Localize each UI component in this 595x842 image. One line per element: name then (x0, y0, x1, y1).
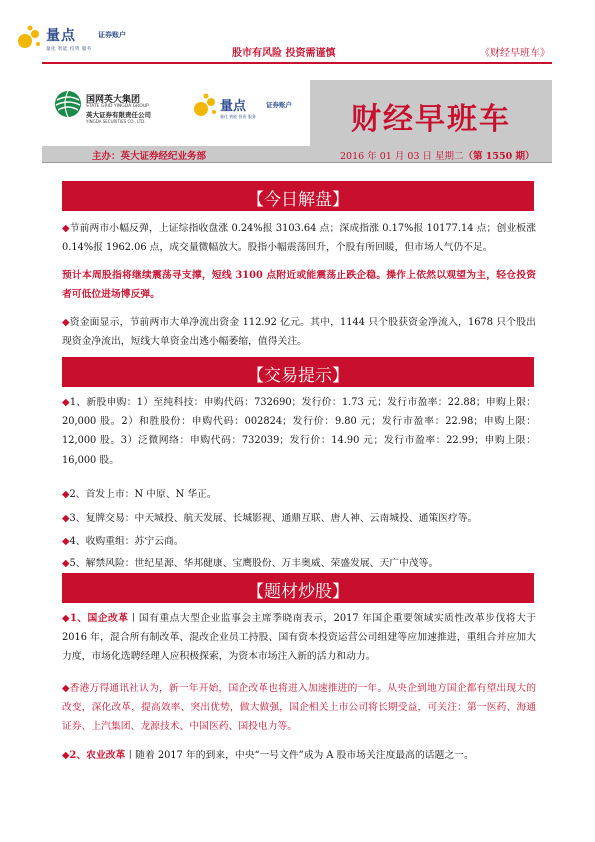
diamond-bullet-icon: ◆ (62, 489, 70, 500)
section-title: 【今日解盘】 (247, 190, 349, 210)
paragraph-text: 随着 2017 年的到来，中央“一号文件”成为 A 股市场关注度最高的话题之一。 (135, 750, 474, 761)
diamond-bullet-icon: ◆ (62, 513, 70, 524)
liangdian-logo-icon (16, 24, 42, 50)
theme-tag: 1、国企改革 (70, 613, 129, 624)
paragraph-text: 节前两市小幅反弹，上证综指收盘涨 0.24%报 3103.64 点；深成指涨 0.17%报 10177.14 点；创业板涨 0.14%报 1962.06 点，成交量微幅放大。股指小幅震荡回升，个股有所回暖，但市场人气仍不足。 (62, 223, 536, 254)
paragraph-text: 预计本周股指将继续震荡寻支撑，短线 3100 点附近或能震荡止跌企稳。操作上依然以观望为主，轻仓投资者可低位进场博反弹。 (62, 270, 536, 301)
group-name-cn: 国网英大集团 (86, 95, 141, 105)
group-name-en: STATE GRID YINGDA GROUP (86, 104, 149, 109)
paragraph-text: 香港万得通讯社认为，新一年开始，国企改革也将进入加速推进的一年。从央企到地方国企都有望出现大的改变，深化改革，提高效率、突出优势，做大做强，国企相关上市公司将长期受益，可关注：第一医药、海通证券、上汽集团、龙源技术、中国医药、国投电力等。 (62, 683, 536, 733)
section-header-themes (62, 573, 534, 603)
theme-soe-comment (62, 679, 536, 737)
trade-tip-listing (62, 485, 536, 504)
section-title: 【题材炒股】 (247, 582, 349, 602)
paragraph-text: 5、解禁风险：世纪星源、华邦健康、宝鹰股份、万丰奥威、荣盛发展、天广中茂等。 (69, 558, 439, 569)
section-header-market-review (62, 181, 534, 211)
logo-text: 量点 (46, 28, 76, 44)
market-review-paragraph-1 (62, 219, 536, 257)
issue-number: （第 1550 期） (463, 151, 535, 162)
theme-agri-reform: ◆2、农业改革丨随着 2017 年的到来，中央“一号文件”成为 A 股市场关注度最高的话题之一。 (62, 750, 474, 761)
trade-tip-unlock-risk (62, 554, 536, 573)
newsletter-title-box (310, 80, 552, 146)
date-text: 2016 年 01 月 03 日 星期二 (340, 151, 464, 162)
diamond-bullet-icon: ◆ (62, 223, 70, 234)
header-divider (42, 62, 552, 64)
diamond-bullet-icon: ◆ (62, 750, 70, 761)
trade-tip-merger (62, 532, 536, 551)
logo-subtitle: 量化 智能 投资 服务 (46, 47, 92, 52)
diamond-bullet-icon: ◆ (62, 613, 70, 624)
logo-text: 量点 (220, 99, 247, 114)
securities-name-cn: 英大证券有限责任公司 (86, 111, 151, 119)
newsletter-title: 财经早班车 (351, 102, 511, 137)
paragraph-text: 国有重点大型企业监事会主席季晓南表示，2017 年国企重要领域实质性改革步伐将大于 2016 年，混合所有制改革、混改企业员工持股、国有资本投资运营公司组建等应加速推进，重组合并应加大力度，市场化选聘经理人应积极探索，为资本市场注入新的活力和动力。 (62, 613, 536, 663)
series-name: 《财经早班车》 (480, 48, 550, 59)
liangdian-logo-icon (192, 92, 218, 118)
paragraph-text: 3、复牌交易：中天城投、航天发展、长城影视、通鼎互联、唐人神、云南城投、通策医疗等。 (69, 513, 478, 524)
diamond-bullet-icon: ◆ (62, 536, 70, 547)
masthead-banner (42, 80, 552, 146)
section-header-trade-tips (62, 357, 534, 387)
paragraph-text: 2、首发上市：N 中原、N 华正。 (69, 489, 217, 500)
liangdian-logo (16, 22, 146, 60)
securities-name-en: YINGDA SECURITIES CO., LTD. (86, 119, 146, 124)
paragraph-text: 1、新股申购：1）至纯科技：申购代码：732690；发行价：1.73 元；发行市盈率：22.88；申购上限：20,000 股。2）和胜股份：申购代码：002824；发行价：9.80 元；发行市盈率：22.98；申购上限：12,000 股。3）泛微网络：申购代码：732039；发行价：14.90 元；发行市盈率：22.99；申购上限：16,000 股。 (62, 397, 536, 466)
trade-tip-resumption (62, 509, 536, 528)
diamond-bullet-icon: ◆ (62, 558, 70, 569)
liangdian-banner-logo (192, 92, 302, 128)
market-review-forecast (62, 266, 536, 304)
paragraph-text: 资金面显示，节前两市大单净流出资金 112.92 亿元。其中，1144 只个股获资金净流入，1678 只个股出现资金净流出，短线大单资金出逃小幅萎缩，值得关注。 (62, 317, 536, 348)
diamond-bullet-icon: ◆ (62, 683, 70, 694)
info-bar (42, 146, 552, 163)
section-title: 【交易提示】 (247, 366, 349, 386)
logo-subtitle: 量化 智能 投资 服务 (220, 114, 256, 119)
globe-icon (54, 90, 82, 118)
paragraph-text: 4、收购重组：苏宁云商。 (69, 536, 184, 547)
logo-suffix: 证券账户 (266, 101, 292, 109)
risk-notice: 股市有风险 投资需谨慎 (232, 48, 336, 59)
issue-date (340, 148, 535, 162)
market-review-paragraph-3 (62, 313, 536, 351)
yingda-group-logo (54, 90, 184, 126)
page-header (0, 0, 595, 72)
logo-suffix: 证券账户 (98, 31, 126, 39)
theme-soe-reform: ◆1、国企改革丨国有重点大型企业监事会主席季晓南表示，2017 年国企重要领域实质性改革步伐将大于 2016 年，混合所有制改革、混改企业员工持股、国有资本投资运营公司组建等应加速推进，重组合并应加大力度，市场化选聘经理人应积极探索，为资本市场注入新的活力和动力。 (62, 613, 536, 663)
host-label: 主办：英大证券经纪业务部 (92, 151, 207, 162)
theme-tag: 2、农业改革 (69, 750, 126, 761)
diamond-bullet-icon: ◆ (62, 397, 70, 408)
trade-tip-ipo (62, 393, 536, 470)
diamond-bullet-icon: ◆ (62, 317, 70, 328)
